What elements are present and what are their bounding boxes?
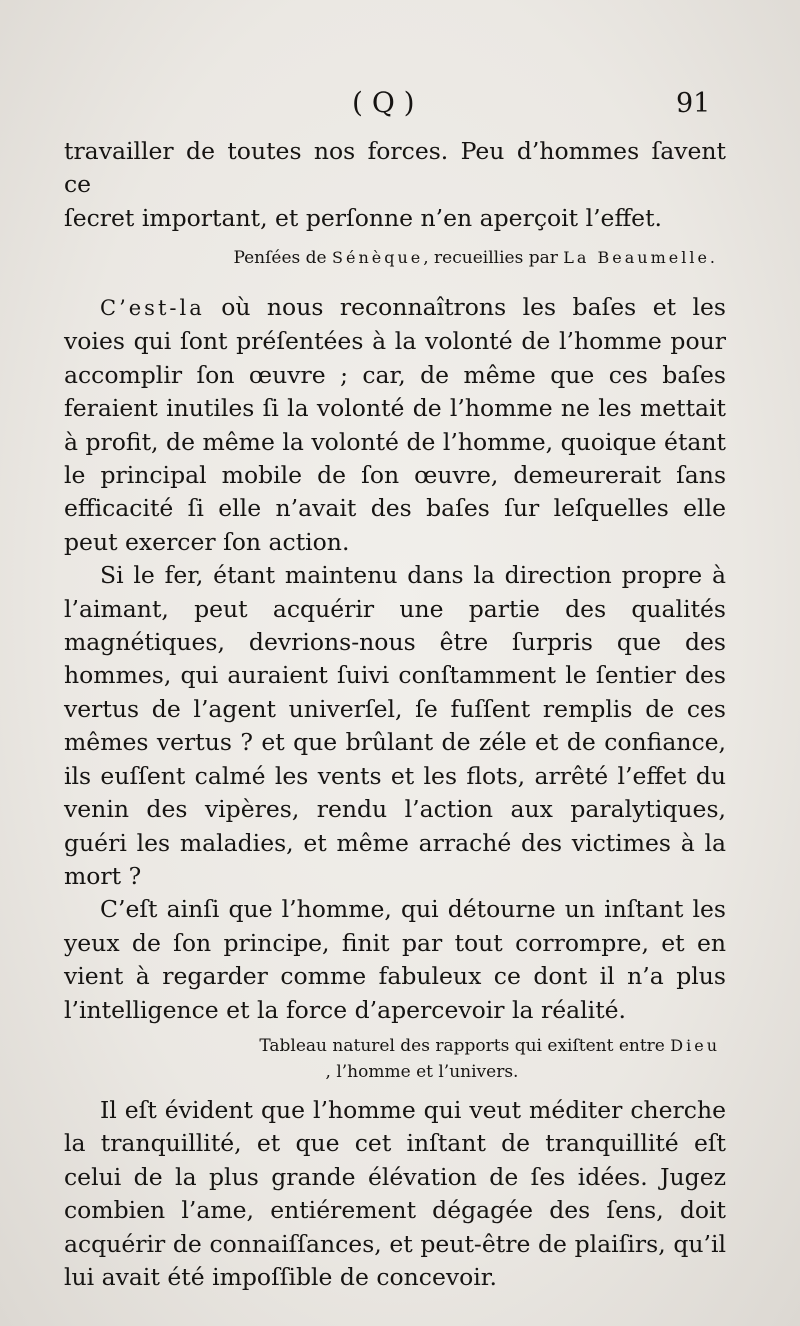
- page-header: [0, 86, 800, 126]
- attribution-author: Sénèque: [332, 248, 424, 268]
- text-line: travailler de toutes nos forces. Peu d’hommes ſavent ce: [64, 137, 726, 199]
- paragraph: C’eſt ainſi que l’homme, qui détourne un inſtant les yeux de ſon principe, finit par tout corrompre, et en vient à regarder comme fabuleux ce dont il n’a plus l’intelligence et la force d’apercevoir la réalité.: [64, 895, 726, 1024]
- attribution-middle: , recueillies par: [423, 248, 558, 269]
- block-meditation: [64, 1094, 726, 1294]
- attribution-editor: La Beaumelle.: [563, 248, 718, 268]
- block-seneca: [64, 135, 726, 271]
- paragraph: [64, 291, 726, 559]
- block-tableau: [64, 291, 726, 1085]
- attribution-prefix: Tableau naturel des rapports qui exiſtent entre: [259, 1035, 665, 1056]
- attribution-god: Dieu: [670, 1035, 720, 1055]
- paragraph-text: où nous reconnaîtrons les baſes et les voies qui ſont préſentées à la volonté de l’homme pour accomplir ſon œuvre ; car, de même que ces baſes feraient inutiles ſi la volonté de l’homme ne les mettait à profit, de même la volonté de l’homme, quoique étant le principal mobile de ſon œuvre, demeurerait ſans efficacité ſi elle n’avait des baſes ſur leſquelles elle peut exercer ſon action.: [64, 293, 726, 556]
- attribution-seneca: [64, 245, 726, 271]
- opening-caps: C’est-la: [100, 296, 205, 320]
- text-line: ſecret important, et perſonne n’en aperçoit l’effet.: [64, 203, 662, 232]
- attribution-line2: , l’homme et l’univers.: [325, 1061, 519, 1082]
- attribution-prefix: Penſées de: [233, 248, 327, 269]
- paragraph: Si le fer, étant maintenu dans la direction propre à l’aimant, peut acquérir une partie des qualités magnétiques, devrions-nous être ſurpris que des hommes, qui auraient ſuivi conſtamment le ſentier des vertus de l’agent univerſel, ſe fuſſent remplis de ces mêmes vertus ? et que brûlant de zéle et de confiance, ils euſſent calmé les vents et les flots, arrêté l’effet du venin des vipères, rendu l’action aux paralytiques, guéri les maladies, et même arraché des victimes à la mort ?: [64, 561, 726, 890]
- page-number: 91: [676, 88, 711, 119]
- signature-mark: ( Q ): [352, 86, 415, 119]
- paragraph: Il eſt évident que l’homme qui veut méditer cherche la tranquillité, et que cet inſtant de tranquillité eſt celui de la plus grande élévation de ſes idées. Jugez combien l’ame, entiérement dégagée des ſens, doit acquérir de connaiſſances, et peut-être de plaiſirs, qu’il lui avait été impoſſible de concevoir.: [64, 1096, 726, 1292]
- attribution-tableau: [64, 1033, 726, 1085]
